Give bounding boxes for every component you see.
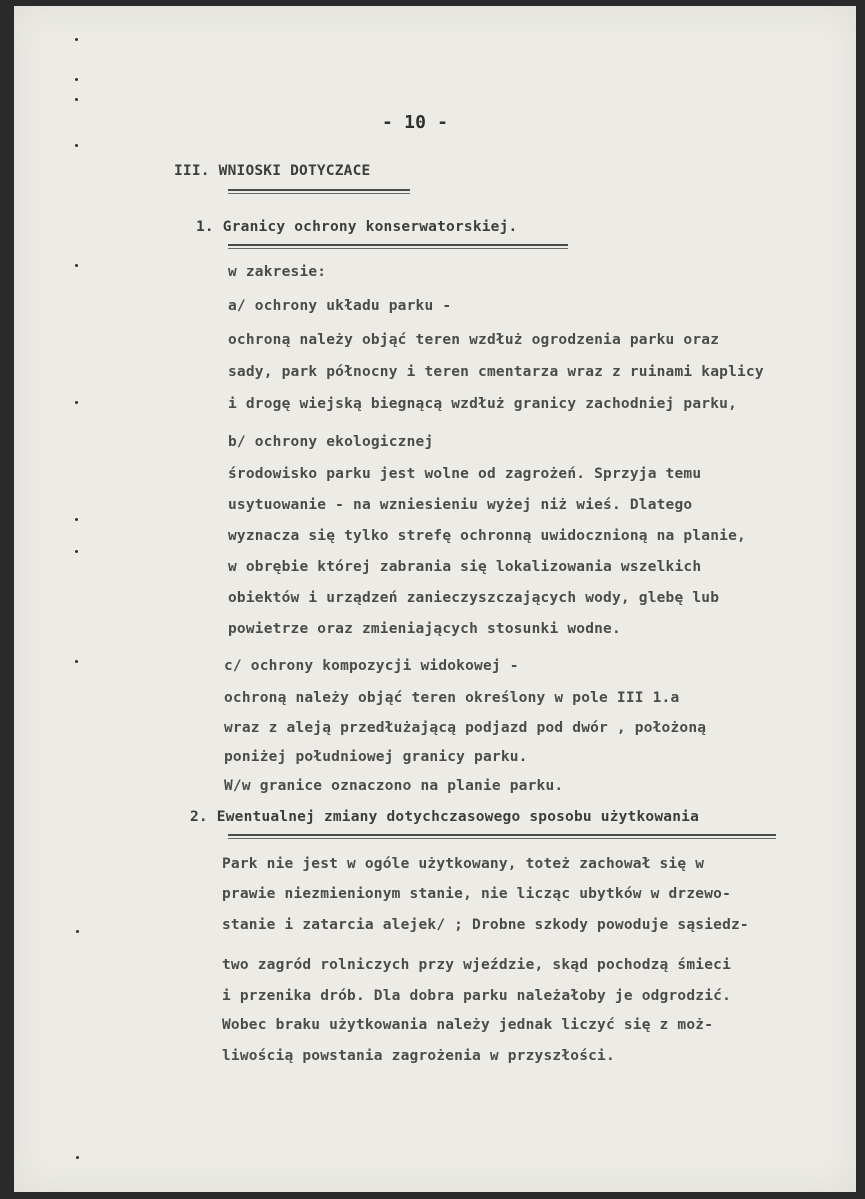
binder-mark (76, 1156, 79, 1159)
item1-c-line: W/w granice oznaczono na planie parku. (224, 778, 564, 794)
binder-mark (76, 930, 79, 933)
item1-b-line: wyznacza się tylko strefę ochronną uwidocznioną na planie, (228, 528, 746, 544)
item1-c-line: wraz z aleją przedłużającą podjazd pod dwór , położoną (224, 720, 707, 736)
document-page (14, 6, 856, 1192)
item2-line: Wobec braku użytkowania należy jednak liczyć się z moż- (222, 1017, 714, 1033)
page-number: - 10 - (382, 112, 449, 133)
item2-title-underline (228, 834, 776, 839)
binder-mark (75, 144, 78, 147)
item1-b-line: w obrębie której zabrania się lokalizowania wszelkich (228, 559, 702, 575)
binder-mark (75, 78, 78, 81)
item2-line: Park nie jest w ogóle użytkowany, toteż zachował się w (222, 856, 705, 872)
item1-scope: w zakresie: (228, 264, 327, 280)
binder-mark (75, 660, 78, 663)
item1-c-line: poniżej południowej granicy parku. (224, 749, 528, 765)
binder-mark (75, 98, 78, 101)
item1-title-underline (228, 244, 568, 249)
section-title-underline (228, 189, 410, 194)
binder-mark (75, 401, 78, 404)
item1-a-heading: a/ ochrony układu parku - (228, 298, 452, 314)
item2-line: prawie niezmienionym stanie, nie licząc ubytków w drzewo- (222, 886, 731, 902)
item1-a-line: ochroną należy objąć teren wzdłuż ogrodzenia parku oraz (228, 332, 720, 348)
item2-title: 2. Ewentualnej zmiany dotychczasowego sposobu użytkowania (190, 809, 699, 825)
section-title: III. WNIOSKI DOTYCZACE (174, 163, 371, 179)
item1-b-line: środowisko parku jest wolne od zagrożeń. Sprzyja temu (228, 466, 702, 482)
item1-c-line: ochroną należy objąć teren określony w pole III 1.a (224, 690, 680, 706)
item1-c-heading: c/ ochrony kompozycji widokowej - (224, 658, 519, 674)
item2-line: stanie i zatarcia alejek/ ; Drobne szkody powoduje sąsiedz- (222, 917, 749, 933)
item2-line: liwością powstania zagrożenia w przyszłości. (222, 1048, 615, 1064)
binder-mark (75, 38, 78, 41)
item1-b-line: powietrze oraz zmieniających stosunki wodne. (228, 621, 621, 637)
item1-b-line: usytuowanie - na wzniesieniu wyżej niż wieś. Dlatego (228, 497, 693, 513)
binder-mark (75, 518, 78, 521)
binder-mark (75, 550, 78, 553)
item2-line: i przenika drób. Dla dobra parku należałoby je odgrodzić. (222, 988, 731, 1004)
item1-a-line: sady, park północny i teren cmentarza wraz z ruinami kaplicy (228, 364, 764, 380)
item1-b-line: obiektów i urządzeń zanieczyszczających wody, glebę lub (228, 590, 720, 606)
item1-b-heading: b/ ochrony ekologicznej (228, 434, 434, 450)
item2-line: two zagród rolniczych przy wjeździe, skąd pochodzą śmieci (222, 957, 731, 973)
binder-mark (75, 264, 78, 267)
item1-a-line: i drogę wiejską biegnącą wzdłuż granicy zachodniej parku, (228, 396, 737, 412)
item1-title: 1. Granicy ochrony konserwatorskiej. (196, 219, 518, 235)
